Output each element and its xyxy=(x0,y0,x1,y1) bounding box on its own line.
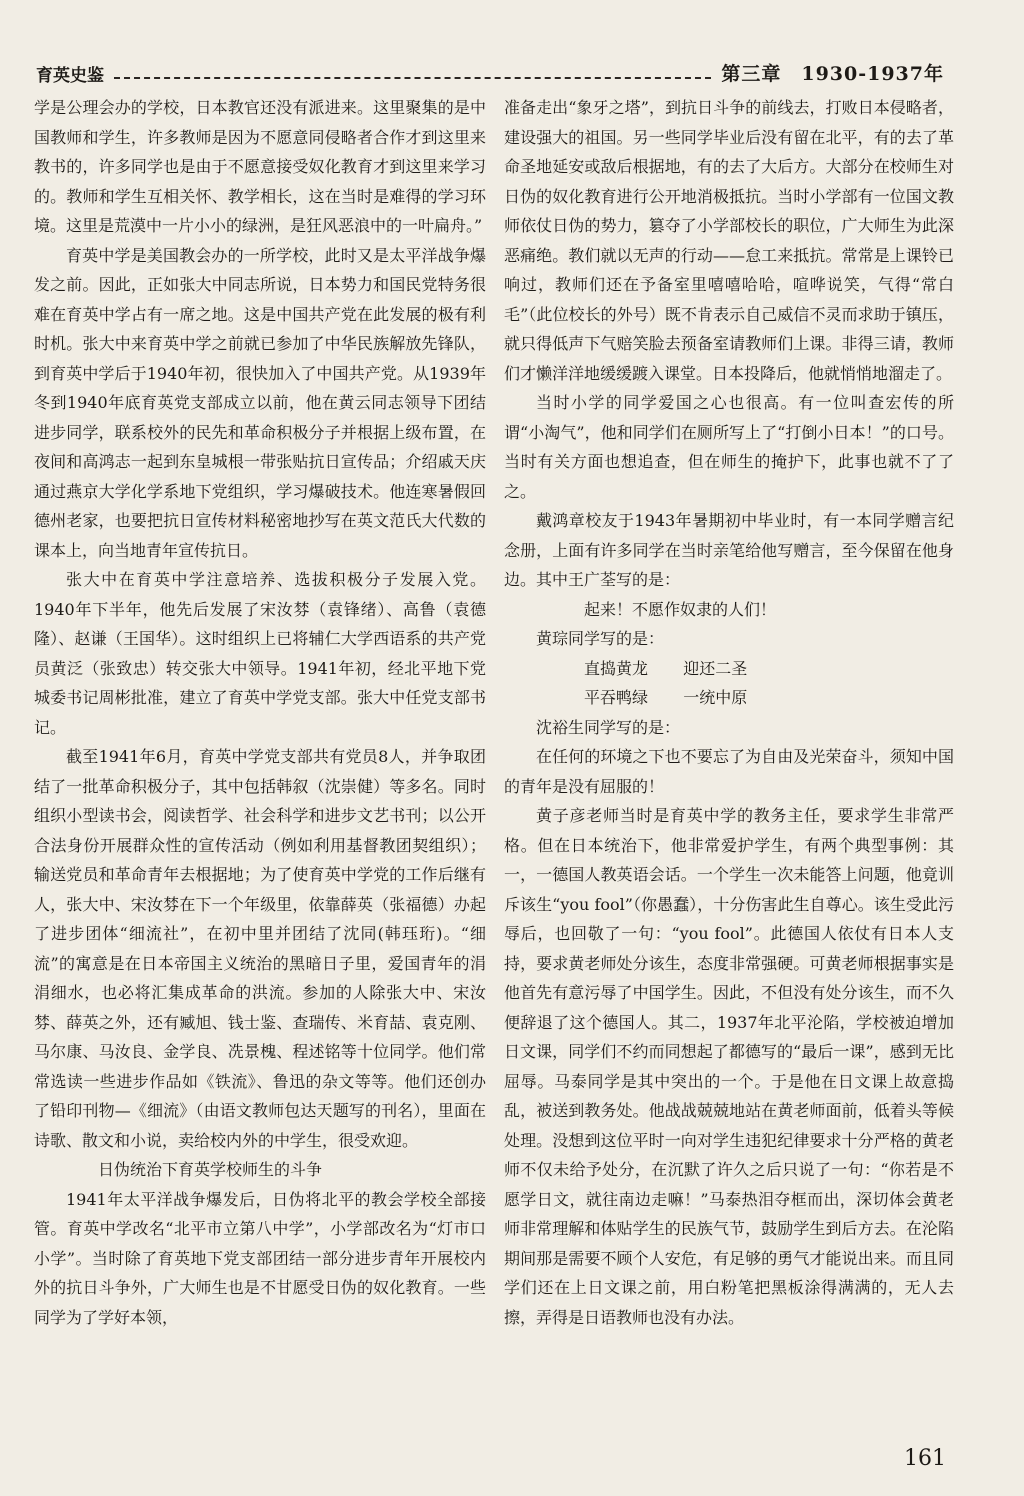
quote-paragraph: 在任何的环境之下也不要忘了为自由及光荣奋斗，须知中国的青年是没有屈服的！ xyxy=(504,747,954,796)
paragraph: 截至1941年6月，育英中学党支部共有党员8人，并争取团结了一批革命积极分子，其中包括韩叙（沈崇健）等多名。同时组织小型读书会，阅读哲学、社会科学和进步文艺书刊；以公开合法身份开展群众性的宣传活动（例如利用基督教团契组织）；输送党员和革命青年去根据地；为了使育英中学党的工作后继有人，张大中、宋汝棼在下一个年级里，依靠薛英（张福德）办起了进步团体“细流社”，在初中里并团结了沈同(韩珏珩)。“细流”的寓意是在日本帝国主义统治的黑暗日子里，爱国青年的涓涓细水，也必将汇集成革命的洪流。参加的人除张大中、宋汝棼、薛英之外，还有臧旭、钱士鉴、查瑞传、米育喆、袁克刚、马尔康、马汝良、金学良、冼景槐、程述铭等十位同学。他们常常选读一些进步作品如《铁流》、鲁迅的杂文等等。他们还创办了铅印刊物—《细流》（由语文教师包达天题写的刊名），里面在诗歌、散文和小说，卖给校内外的中学生，很受欢迎。 xyxy=(34,747,486,1150)
poem-phrase: 一统中原 xyxy=(683,688,748,707)
paragraph: 戴鸿章校友于1943年暑期初中毕业时，有一本同学赠言纪念册，上面有许多同学在当时亲笔给他写赠言，至今保留在他身边。其中王广荃写的是： xyxy=(504,511,954,589)
page-number: 161 xyxy=(904,1446,946,1471)
header-chapter-title: 第三章 1930-1937年 xyxy=(721,63,944,85)
paragraph: 黄琮同学写的是： xyxy=(536,629,665,648)
poem-phrase: 平吞鸭绿 xyxy=(584,688,649,707)
paragraph: 学是公理会办的学校，日本教官还没有派进来。这里聚集的是中国教师和学生，许多教师是因为不愿意同侵略者合作才到这里来教书的，许多同学也是由于不愿意接受奴化教育才到这里来学习的。教师和学生互相关怀、教学相长，这在当时是难得的学习环境。这里是荒漠中一片小小的绿洲，是狂风恶浪中的一叶扁舟。” xyxy=(34,98,486,235)
paragraph: 当时小学的同学爱国之心也很高。有一位叫查宏传的所谓“小淘气”，他和同学们在厕所写上了“打倒小日本！”的口号。当时有关方面也想追查，但在师生的掩护下，此事也就不了了之。 xyxy=(504,393,954,501)
poem-line xyxy=(504,654,954,684)
quote-line: 起来！不愿作奴隶的人们！ xyxy=(584,599,777,619)
left-column xyxy=(34,93,486,1332)
paragraph: 沈裕生同学写的是： xyxy=(536,717,681,737)
paragraph: 1941年太平洋战争爆发后，日伪将北平的教会学校全部接管。育英中学改名“北平市立第八中学”，小学部改名为“灯市口小学”。当时除了育英地下党支部团结一部分进步青年开展校内外的抗日斗争外，广大师生也是不甘愿受日伪的奴化教育。一些同学为了学好本领， xyxy=(34,1189,486,1327)
paragraph: 育英中学是美国教会办的一所学校，此时又是太平洋战争爆发之前。因此，正如张大中同志所说，日本势力和国民党特务很难在育英中学占有一席之地。这是中国共产党在此发展的极有利时机。张大中来育英中学之前就已参加了中华民族解放先锋队，到育英中学后于1940年初，很快加入了中国共产党。从1939年冬到1940年底育英党支部成立以前，他在黄云同志领导下团结进步同学，联系校外的民先和革命积极分子并根据上级布置，在夜间和高鸿志一起到东皇城根一带张贴抗日宣传品；介绍戚天庆通过燕京大学化学系地下党组织，学习爆破技术。他连寒暑假回德州老家，也要把抗日宣传材料秘密地抄写在英文范氏大代数的课本上，向当地青年宣传抗日。 xyxy=(34,245,486,560)
poem-phrase: 迎还二圣 xyxy=(683,658,748,678)
paragraph: 黄子彦老师当时是育英中学的教务主任，要求学生非常严格。但在日本统治下，他非常爱护学生，有两个典型事例：其一，一德国人教英语会话。一个学生一次未能答上问题，他竟训斥该生“you fool”（你愚蠢），十分伤害此生自尊心。该生受此污辱后，也回敬了一句：“you fool”。此德国人依仗有日本人支持，要求黄老师处分该生，态度非常强硬。可黄老师根据事实是他首先有意污辱了中国学生。因此，不但没有处分该生，而不久便辞退了这个德国人。其二，1937年北平沦陷，学校被迫增加日文课，同学们不约而同想起了都德写的“最后一课”，感到无比屈辱。马泰同学是其中突出的一个。于是他在日文课上故意捣乱，被送到教务处。他战战兢兢地站在黄老师面前，低着头等候处理。没想到这位平时一向对学生违犯纪律要求十分严格的黄老师不仅未给予处分，在沉默了许久之后只说了一句：“你若是不愿学日文，就往南边走嘛！”马泰热泪夺框而出，深切体会黄老师非常理解和体贴学生的民族气节，鼓励学生到后方去。在沦陷期间那是需要不顾个人安危，有足够的勇气才能说出来。而且同学们还在上日文课之前，用白粉笔把黑板涂得满满的，无人去擦，弄得是日语教师也没有办法。 xyxy=(504,806,954,1327)
header-book-title: 育英史鉴 xyxy=(36,66,104,86)
paragraph: 准备走出“象牙之塔”，到抗日斗争的前线去，打败日本侵略者，建设强大的祖国。另一些同学毕业后没有留在北平，有的去了革命圣地延安或敌后根据地，有的去了大后方。大部分在校师生对日伪的奴化教育进行公开地消极抵抗。当时小学部有一位国文教师依仗日伪的势力，篡夺了小学部校长的职位，广大师生为此深恶痛绝。教们就以无声的行动——怠工来抵抗。常常是上课铃已响过，教师们还在予备室里嘻嘻哈哈，喧哗说笑，气得“常白毛”（此位校长的外号）既不肯表示自己威信不灵而求助于镇压，就只得低声下气赔笑脸去预备室请教师们上课。非得三请，教师们才懒洋洋地缓缓踱入课堂。日本投降后，他就悄悄地溜走了。 xyxy=(504,98,954,383)
running-header xyxy=(36,58,944,86)
poem-phrase: 直捣黄龙 xyxy=(584,658,649,678)
right-column xyxy=(504,93,954,1332)
section-heading: 日伪统治下育英学校师生的斗争 xyxy=(98,1160,323,1179)
header-dashed-rule xyxy=(114,77,711,79)
paragraph: 张大中在育英中学注意培养、选拔积极分子发展入党。1940年下半年，他先后发展了宋汝棼（袁锋绪）、高鲁（袁德隆）、赵谦（王国华）。这时组织上已将辅仁大学西语系的共产党员黄泛（张致忠）转交张大中领导。1941年初，经北平地下党城委书记周彬批准，建立了育英中学党支部。张大中任党支部书记。 xyxy=(34,570,486,737)
poem-line xyxy=(504,683,954,713)
